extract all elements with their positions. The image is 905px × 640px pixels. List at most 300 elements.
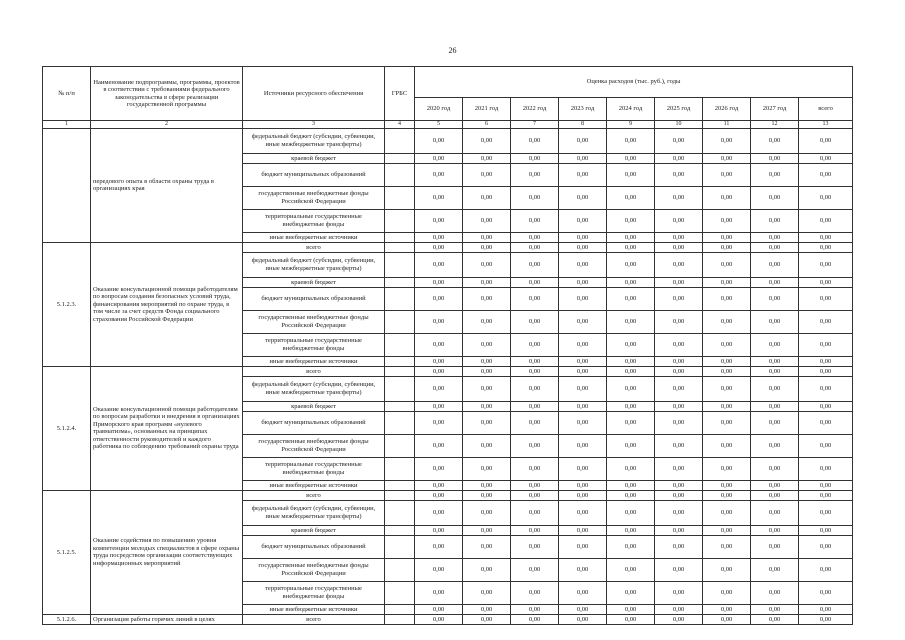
column-index: 8 [559, 121, 607, 129]
amount-cell: 0,00 [559, 277, 607, 287]
amount-cell: 0,00 [703, 500, 751, 525]
amount-cell: 0,00 [607, 376, 655, 401]
grbs-cell [385, 186, 415, 209]
source-label: бюджет муниципальных образований [243, 535, 385, 558]
amount-cell: 0,00 [559, 500, 607, 525]
amount-cell: 0,00 [559, 457, 607, 480]
amount-cell: 0,00 [559, 401, 607, 411]
amount-cell: 0,00 [511, 376, 559, 401]
amount-cell: 0,00 [751, 434, 799, 457]
amount-cell: 0,00 [655, 333, 703, 356]
amount-cell: 0,00 [703, 209, 751, 232]
amount-cell: 0,00 [655, 535, 703, 558]
item-number: 5.1.2.6. [43, 614, 91, 624]
amount-cell: 0,00 [655, 525, 703, 535]
amount-cell: 0,00 [799, 581, 853, 604]
item-name: передового опыта в области охраны труда в организациях края [91, 128, 243, 242]
amount-cell: 0,00 [511, 411, 559, 434]
amount-cell: 0,00 [463, 232, 511, 242]
amount-cell: 0,00 [655, 366, 703, 376]
amount-cell: 0,00 [511, 457, 559, 480]
header-no: № п/п [43, 67, 91, 121]
amount-cell: 0,00 [799, 186, 853, 209]
grbs-cell [385, 153, 415, 163]
grbs-cell [385, 252, 415, 277]
header-year: 2026 год [703, 98, 751, 121]
grbs-cell [385, 163, 415, 186]
amount-cell: 0,00 [703, 376, 751, 401]
source-label: территориальные государственные внебюджетные фонды [243, 581, 385, 604]
column-index: 13 [799, 121, 853, 129]
amount-cell: 0,00 [751, 356, 799, 366]
amount-cell: 0,00 [559, 310, 607, 333]
amount-cell: 0,00 [607, 558, 655, 581]
amount-cell: 0,00 [559, 287, 607, 310]
amount-cell: 0,00 [463, 310, 511, 333]
amount-cell: 0,00 [799, 614, 853, 624]
amount-cell: 0,00 [463, 525, 511, 535]
amount-cell: 0,00 [415, 457, 463, 480]
amount-cell: 0,00 [607, 128, 655, 153]
amount-cell: 0,00 [799, 558, 853, 581]
amount-cell: 0,00 [799, 604, 853, 614]
amount-cell: 0,00 [703, 525, 751, 535]
amount-cell: 0,00 [799, 366, 853, 376]
amount-cell: 0,00 [559, 153, 607, 163]
amount-cell: 0,00 [655, 581, 703, 604]
table-row [43, 366, 853, 376]
grbs-cell [385, 581, 415, 604]
amount-cell: 0,00 [415, 434, 463, 457]
amount-cell: 0,00 [607, 535, 655, 558]
amount-cell: 0,00 [703, 490, 751, 500]
amount-cell: 0,00 [799, 252, 853, 277]
amount-cell: 0,00 [511, 558, 559, 581]
header-year: 2024 год [607, 98, 655, 121]
amount-cell: 0,00 [799, 401, 853, 411]
amount-cell: 0,00 [463, 277, 511, 287]
amount-cell: 0,00 [511, 480, 559, 490]
header-year: всего [799, 98, 853, 121]
source-label: государственные внебюджетные фонды Российской Федерации [243, 558, 385, 581]
amount-cell: 0,00 [463, 490, 511, 500]
amount-cell: 0,00 [415, 558, 463, 581]
amount-cell: 0,00 [463, 209, 511, 232]
grbs-cell [385, 356, 415, 366]
source-label: территориальные государственные внебюджетные фонды [243, 209, 385, 232]
grbs-cell [385, 457, 415, 480]
header-name: Наименование подпрограммы, программы, проектов в соответствии с требованиями федерального законодательства в сфере реализации государственной программы [91, 67, 243, 121]
amount-cell: 0,00 [751, 581, 799, 604]
amount-cell: 0,00 [799, 434, 853, 457]
amount-cell: 0,00 [511, 128, 559, 153]
grbs-cell [385, 128, 415, 153]
amount-cell: 0,00 [655, 558, 703, 581]
item-name: Оказание содействия по повышению уровня компетенции молодых специалистов в сфере охраны труда посредством организации соответствующих информационных мероприятий [91, 490, 243, 614]
page-number: 26 [448, 46, 457, 55]
header-year: 2027 год [751, 98, 799, 121]
amount-cell: 0,00 [799, 356, 853, 366]
grbs-cell [385, 242, 415, 252]
amount-cell: 0,00 [463, 333, 511, 356]
source-label: краевой бюджет [243, 153, 385, 163]
amount-cell: 0,00 [511, 209, 559, 232]
amount-cell: 0,00 [511, 356, 559, 366]
amount-cell: 0,00 [655, 401, 703, 411]
amount-cell: 0,00 [415, 356, 463, 366]
amount-cell: 0,00 [751, 186, 799, 209]
amount-cell: 0,00 [463, 376, 511, 401]
grbs-cell [385, 277, 415, 287]
amount-cell: 0,00 [415, 376, 463, 401]
amount-cell: 0,00 [559, 333, 607, 356]
amount-cell: 0,00 [559, 128, 607, 153]
amount-cell: 0,00 [751, 490, 799, 500]
amount-cell: 0,00 [559, 558, 607, 581]
table-row [43, 614, 853, 624]
source-label: территориальные государственные внебюджетные фонды [243, 333, 385, 356]
amount-cell: 0,00 [463, 434, 511, 457]
amount-cell: 0,00 [799, 163, 853, 186]
amount-cell: 0,00 [607, 457, 655, 480]
item-number: 5.1.2.5. [43, 490, 91, 614]
grbs-cell [385, 558, 415, 581]
amount-cell: 0,00 [799, 232, 853, 242]
amount-cell: 0,00 [511, 153, 559, 163]
amount-cell: 0,00 [703, 186, 751, 209]
amount-cell: 0,00 [799, 242, 853, 252]
amount-cell: 0,00 [655, 252, 703, 277]
amount-cell: 0,00 [415, 614, 463, 624]
amount-cell: 0,00 [751, 401, 799, 411]
amount-cell: 0,00 [559, 490, 607, 500]
amount-cell: 0,00 [751, 614, 799, 624]
amount-cell: 0,00 [463, 614, 511, 624]
amount-cell: 0,00 [607, 500, 655, 525]
grbs-cell [385, 490, 415, 500]
amount-cell: 0,00 [655, 153, 703, 163]
amount-cell: 0,00 [799, 310, 853, 333]
column-index: 2 [91, 121, 243, 129]
grbs-cell [385, 434, 415, 457]
amount-cell: 0,00 [703, 604, 751, 614]
amount-cell: 0,00 [751, 242, 799, 252]
amount-cell: 0,00 [607, 366, 655, 376]
grbs-cell [385, 614, 415, 624]
amount-cell: 0,00 [463, 153, 511, 163]
amount-cell: 0,00 [607, 209, 655, 232]
amount-cell: 0,00 [463, 163, 511, 186]
amount-cell: 0,00 [511, 163, 559, 186]
amount-cell: 0,00 [415, 366, 463, 376]
amount-cell: 0,00 [655, 411, 703, 434]
source-label: федеральный бюджет (субсидии, субвенции, иные межбюджетные трансферты) [243, 128, 385, 153]
grbs-cell [385, 500, 415, 525]
amount-cell: 0,00 [511, 333, 559, 356]
amount-cell: 0,00 [511, 490, 559, 500]
source-label: федеральный бюджет (субсидии, субвенции, иные межбюджетные трансферты) [243, 376, 385, 401]
amount-cell: 0,00 [655, 277, 703, 287]
amount-cell: 0,00 [703, 434, 751, 457]
source-label: государственные внебюджетные фонды Российской Федерации [243, 310, 385, 333]
amount-cell: 0,00 [751, 277, 799, 287]
header-year: 2021 год [463, 98, 511, 121]
amount-cell: 0,00 [607, 480, 655, 490]
amount-cell: 0,00 [559, 209, 607, 232]
source-label: государственные внебюджетные фонды Российской Федерации [243, 186, 385, 209]
header-grbs: ГРБС [385, 67, 415, 121]
amount-cell: 0,00 [655, 163, 703, 186]
source-label: федеральный бюджет (субсидии, субвенции, иные межбюджетные трансферты) [243, 252, 385, 277]
column-index: 1 [43, 121, 91, 129]
amount-cell: 0,00 [799, 277, 853, 287]
amount-cell: 0,00 [703, 614, 751, 624]
amount-cell: 0,00 [607, 310, 655, 333]
amount-cell: 0,00 [751, 558, 799, 581]
amount-cell: 0,00 [415, 163, 463, 186]
amount-cell: 0,00 [751, 153, 799, 163]
amount-cell: 0,00 [703, 457, 751, 480]
amount-cell: 0,00 [463, 401, 511, 411]
amount-cell: 0,00 [799, 535, 853, 558]
amount-cell: 0,00 [559, 581, 607, 604]
amount-cell: 0,00 [511, 310, 559, 333]
table-row [43, 128, 853, 153]
amount-cell: 0,00 [511, 287, 559, 310]
header-estimate: Оценка расходов (тыс. руб.), годы [415, 67, 853, 98]
amount-cell: 0,00 [607, 333, 655, 356]
amount-cell: 0,00 [703, 535, 751, 558]
amount-cell: 0,00 [751, 535, 799, 558]
amount-cell: 0,00 [751, 163, 799, 186]
amount-cell: 0,00 [799, 500, 853, 525]
amount-cell: 0,00 [799, 480, 853, 490]
amount-cell: 0,00 [703, 128, 751, 153]
source-label: всего [243, 490, 385, 500]
budget-table [42, 66, 853, 625]
amount-cell: 0,00 [463, 457, 511, 480]
amount-cell: 0,00 [415, 209, 463, 232]
amount-cell: 0,00 [703, 411, 751, 434]
amount-cell: 0,00 [607, 163, 655, 186]
amount-cell: 0,00 [751, 604, 799, 614]
amount-cell: 0,00 [415, 500, 463, 525]
amount-cell: 0,00 [415, 128, 463, 153]
source-label: иные внебюджетные источники [243, 480, 385, 490]
grbs-cell [385, 287, 415, 310]
amount-cell: 0,00 [607, 490, 655, 500]
grbs-cell [385, 535, 415, 558]
amount-cell: 0,00 [799, 128, 853, 153]
amount-cell: 0,00 [415, 242, 463, 252]
amount-cell: 0,00 [415, 401, 463, 411]
amount-cell: 0,00 [511, 366, 559, 376]
amount-cell: 0,00 [655, 128, 703, 153]
amount-cell: 0,00 [655, 376, 703, 401]
source-label: всего [243, 614, 385, 624]
amount-cell: 0,00 [799, 209, 853, 232]
amount-cell: 0,00 [703, 277, 751, 287]
amount-cell: 0,00 [415, 411, 463, 434]
amount-cell: 0,00 [655, 232, 703, 242]
amount-cell: 0,00 [511, 525, 559, 535]
source-label: краевой бюджет [243, 401, 385, 411]
amount-cell: 0,00 [607, 401, 655, 411]
amount-cell: 0,00 [559, 163, 607, 186]
column-index: 6 [463, 121, 511, 129]
amount-cell: 0,00 [511, 252, 559, 277]
amount-cell: 0,00 [655, 356, 703, 366]
amount-cell: 0,00 [463, 366, 511, 376]
column-index: 12 [751, 121, 799, 129]
amount-cell: 0,00 [607, 356, 655, 366]
amount-cell: 0,00 [463, 287, 511, 310]
amount-cell: 0,00 [511, 434, 559, 457]
amount-cell: 0,00 [463, 480, 511, 490]
amount-cell: 0,00 [559, 525, 607, 535]
amount-cell: 0,00 [751, 232, 799, 242]
header-year: 2020 год [415, 98, 463, 121]
amount-cell: 0,00 [415, 310, 463, 333]
amount-cell: 0,00 [415, 287, 463, 310]
amount-cell: 0,00 [703, 558, 751, 581]
column-index: 7 [511, 121, 559, 129]
amount-cell: 0,00 [751, 366, 799, 376]
grbs-cell [385, 376, 415, 401]
amount-cell: 0,00 [703, 356, 751, 366]
item-name: Организация работы горячих линий в целях [91, 614, 243, 624]
amount-cell: 0,00 [655, 434, 703, 457]
amount-cell: 0,00 [799, 376, 853, 401]
amount-cell: 0,00 [703, 232, 751, 242]
amount-cell: 0,00 [415, 186, 463, 209]
table-row [43, 242, 853, 252]
header-source: Источники ресурсного обеспечения [243, 67, 385, 121]
amount-cell: 0,00 [511, 401, 559, 411]
source-label: федеральный бюджет (субсидии, субвенции, иные межбюджетные трансферты) [243, 500, 385, 525]
amount-cell: 0,00 [655, 457, 703, 480]
amount-cell: 0,00 [511, 186, 559, 209]
amount-cell: 0,00 [799, 525, 853, 535]
amount-cell: 0,00 [751, 209, 799, 232]
amount-cell: 0,00 [463, 186, 511, 209]
amount-cell: 0,00 [415, 153, 463, 163]
amount-cell: 0,00 [559, 376, 607, 401]
item-number: 5.1.2.4. [43, 366, 91, 490]
column-index: 4 [385, 121, 415, 129]
source-label: бюджет муниципальных образований [243, 163, 385, 186]
amount-cell: 0,00 [655, 242, 703, 252]
column-index: 3 [243, 121, 385, 129]
header-year: 2023 год [559, 98, 607, 121]
amount-cell: 0,00 [415, 277, 463, 287]
amount-cell: 0,00 [751, 500, 799, 525]
amount-cell: 0,00 [511, 500, 559, 525]
amount-cell: 0,00 [559, 232, 607, 242]
amount-cell: 0,00 [559, 356, 607, 366]
amount-cell: 0,00 [751, 333, 799, 356]
item-number [43, 128, 91, 242]
amount-cell: 0,00 [415, 480, 463, 490]
amount-cell: 0,00 [751, 252, 799, 277]
amount-cell: 0,00 [655, 287, 703, 310]
amount-cell: 0,00 [415, 604, 463, 614]
source-label: краевой бюджет [243, 525, 385, 535]
amount-cell: 0,00 [607, 252, 655, 277]
amount-cell: 0,00 [415, 581, 463, 604]
amount-cell: 0,00 [799, 457, 853, 480]
source-label: краевой бюджет [243, 277, 385, 287]
source-label: государственные внебюджетные фонды Российской Федерации [243, 434, 385, 457]
grbs-cell [385, 333, 415, 356]
header-year: 2022 год [511, 98, 559, 121]
amount-cell: 0,00 [751, 525, 799, 535]
amount-cell: 0,00 [415, 252, 463, 277]
amount-cell: 0,00 [703, 333, 751, 356]
amount-cell: 0,00 [559, 535, 607, 558]
amount-cell: 0,00 [607, 434, 655, 457]
amount-cell: 0,00 [655, 500, 703, 525]
amount-cell: 0,00 [559, 434, 607, 457]
amount-cell: 0,00 [559, 242, 607, 252]
amount-cell: 0,00 [799, 333, 853, 356]
amount-cell: 0,00 [511, 535, 559, 558]
amount-cell: 0,00 [703, 163, 751, 186]
amount-cell: 0,00 [607, 604, 655, 614]
amount-cell: 0,00 [751, 457, 799, 480]
amount-cell: 0,00 [559, 604, 607, 614]
grbs-cell [385, 209, 415, 232]
amount-cell: 0,00 [463, 581, 511, 604]
amount-cell: 0,00 [463, 411, 511, 434]
amount-cell: 0,00 [463, 356, 511, 366]
amount-cell: 0,00 [607, 525, 655, 535]
amount-cell: 0,00 [463, 604, 511, 614]
header-year: 2025 год [655, 98, 703, 121]
amount-cell: 0,00 [655, 310, 703, 333]
amount-cell: 0,00 [559, 186, 607, 209]
amount-cell: 0,00 [607, 287, 655, 310]
item-name: Оказание консультационной помощи работодателям по вопросам разработки и внедрения в организациях Приморского края программ «нулевого травматизма», основанных на принципах ответственности руководителей и каждого работника по соблюдению требований охраны труда [91, 366, 243, 490]
source-label: всего [243, 242, 385, 252]
amount-cell: 0,00 [463, 242, 511, 252]
amount-cell: 0,00 [415, 525, 463, 535]
amount-cell: 0,00 [799, 287, 853, 310]
amount-cell: 0,00 [607, 614, 655, 624]
amount-cell: 0,00 [607, 581, 655, 604]
amount-cell: 0,00 [751, 376, 799, 401]
item-name: Оказание консультационной помощи работодателям по вопросам создания безопасных условий труда, финансирования мероприятий по охране труда, в том числе за счет средств Фонда социального страхования Российской Федерации [91, 242, 243, 366]
column-index: 11 [703, 121, 751, 129]
source-label: бюджет муниципальных образований [243, 287, 385, 310]
amount-cell: 0,00 [607, 186, 655, 209]
grbs-cell [385, 401, 415, 411]
source-label: иные внебюджетные источники [243, 232, 385, 242]
amount-cell: 0,00 [751, 411, 799, 434]
amount-cell: 0,00 [751, 287, 799, 310]
amount-cell: 0,00 [703, 366, 751, 376]
source-label: иные внебюджетные источники [243, 356, 385, 366]
column-index: 10 [655, 121, 703, 129]
amount-cell: 0,00 [655, 614, 703, 624]
item-number: 5.1.2.3. [43, 242, 91, 366]
amount-cell: 0,00 [511, 614, 559, 624]
amount-cell: 0,00 [607, 277, 655, 287]
amount-cell: 0,00 [655, 186, 703, 209]
amount-cell: 0,00 [511, 277, 559, 287]
amount-cell: 0,00 [799, 153, 853, 163]
amount-cell: 0,00 [415, 490, 463, 500]
